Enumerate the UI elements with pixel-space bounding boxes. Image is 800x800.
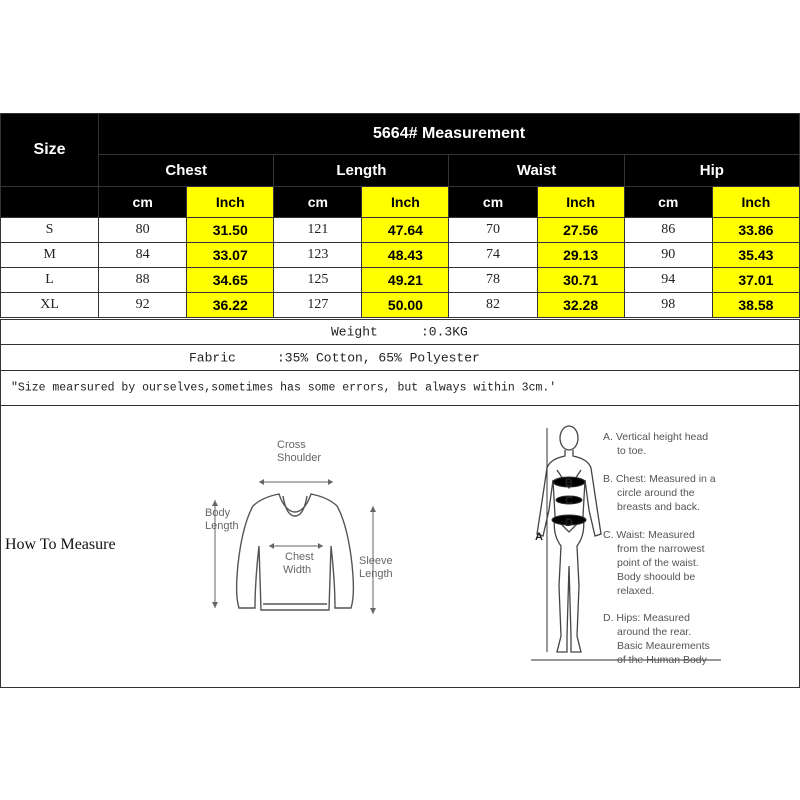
legend-c: relaxed. (617, 585, 655, 597)
unit-header-cm: cm (99, 187, 187, 218)
chest-width-label: Chest (285, 551, 314, 563)
measurement-note-row (0, 370, 800, 406)
legend-c: from the narrowest (617, 543, 705, 555)
legend-b: breasts and back. (617, 501, 700, 513)
cm-cell: 127 (274, 293, 362, 318)
marker-b: B (565, 477, 573, 489)
body-length-label: Length (205, 520, 239, 532)
cm-cell: 92 (99, 293, 187, 318)
sweater-diagram (197, 436, 407, 626)
group-header-length: Length (274, 155, 449, 187)
sleeve-length-label: Length (359, 568, 393, 580)
legend-b: circle around the (617, 487, 695, 499)
marker-a: A (535, 531, 543, 543)
inch-cell: 32.28 (537, 293, 624, 318)
legend-c: point of the waist. (617, 557, 699, 569)
unit-header-cm: cm (449, 187, 537, 218)
fabric-label: Fabric (189, 350, 236, 365)
table-row (1, 243, 800, 268)
unit-header-cm: cm (624, 187, 712, 218)
unit-header-inch: Inch (537, 187, 624, 218)
unit-header-inch: Inch (362, 187, 449, 218)
legend-b: B. Chest: Measured in a (603, 473, 716, 485)
size-chart-sheet (0, 113, 800, 688)
inch-cell: 38.58 (712, 293, 799, 318)
weight-value: :0.3KG (421, 324, 468, 340)
unit-header-inch: Inch (712, 187, 799, 218)
cm-cell: 70 (449, 218, 537, 243)
cm-cell: 74 (449, 243, 537, 268)
cm-cell: 86 (624, 218, 712, 243)
weight-label: Weight (331, 324, 378, 340)
sleeve-length-label: Sleeve (359, 555, 393, 567)
how-to-measure-section (0, 405, 800, 688)
table-row (1, 268, 800, 293)
body-length-label: Body (205, 507, 231, 519)
fabric-row (0, 344, 800, 371)
inch-cell: 47.64 (362, 218, 449, 243)
legend-d: around the rear. (617, 626, 692, 638)
legend-c: C. Waist: Measured (603, 529, 695, 541)
size-cell: M (1, 243, 99, 268)
cm-cell: 94 (624, 268, 712, 293)
cm-cell: 82 (449, 293, 537, 318)
fabric-value: :35% Cotton, 65% Polyester (277, 350, 480, 365)
size-header: Size (1, 114, 99, 187)
cm-cell: 88 (99, 268, 187, 293)
group-header-waist: Waist (449, 155, 624, 187)
size-cell: XL (1, 293, 99, 318)
body-diagram (521, 416, 731, 676)
size-cell: L (1, 268, 99, 293)
size-header-spacer (1, 187, 99, 218)
cm-cell: 90 (624, 243, 712, 268)
legend-a: A. Vertical height head (603, 431, 709, 443)
legend-d: Basic Meaurements (617, 640, 710, 652)
table-title: 5664# Measurement (99, 114, 800, 155)
marker-d: D (565, 517, 573, 529)
inch-cell: 50.00 (362, 293, 449, 318)
chest-width-label: Width (283, 564, 312, 576)
cm-cell: 78 (449, 268, 537, 293)
cross-shoulder-label: Cross (277, 439, 306, 451)
cm-cell: 80 (99, 218, 187, 243)
inch-cell: 35.43 (712, 243, 799, 268)
cm-cell: 98 (624, 293, 712, 318)
inch-cell: 48.43 (362, 243, 449, 268)
unit-header-cm: cm (274, 187, 362, 218)
weight-row (0, 319, 800, 345)
table-row (1, 293, 800, 318)
measurement-note: "Size mearsured by ourselves,sometimes has some errors, but always within 3cm.' (11, 381, 557, 395)
how-to-measure-label: How To Measure (5, 536, 116, 553)
inch-cell: 27.56 (537, 218, 624, 243)
inch-cell: 33.86 (712, 218, 799, 243)
legend-a: to toe. (617, 445, 647, 457)
cm-cell: 121 (274, 218, 362, 243)
cm-cell: 125 (274, 268, 362, 293)
inch-cell: 37.01 (712, 268, 799, 293)
size-cell: S (1, 218, 99, 243)
inch-cell: 30.71 (537, 268, 624, 293)
inch-cell: 36.22 (187, 293, 274, 318)
group-header-hip: Hip (624, 155, 799, 187)
cm-cell: 123 (274, 243, 362, 268)
table-row (1, 218, 800, 243)
group-header-chest: Chest (99, 155, 274, 187)
inch-cell: 33.07 (187, 243, 274, 268)
legend-c: Body shoould be (617, 571, 696, 583)
legend-d: D. Hips: Measured (603, 612, 690, 624)
marker-c: C (565, 495, 573, 507)
cross-shoulder-label: Shoulder (277, 452, 322, 464)
legend-d: of the Human Body (617, 654, 707, 666)
size-table (0, 113, 800, 318)
cm-cell: 84 (99, 243, 187, 268)
inch-cell: 49.21 (362, 268, 449, 293)
inch-cell: 29.13 (537, 243, 624, 268)
inch-cell: 34.65 (187, 268, 274, 293)
inch-cell: 31.50 (187, 218, 274, 243)
unit-header-inch: Inch (187, 187, 274, 218)
